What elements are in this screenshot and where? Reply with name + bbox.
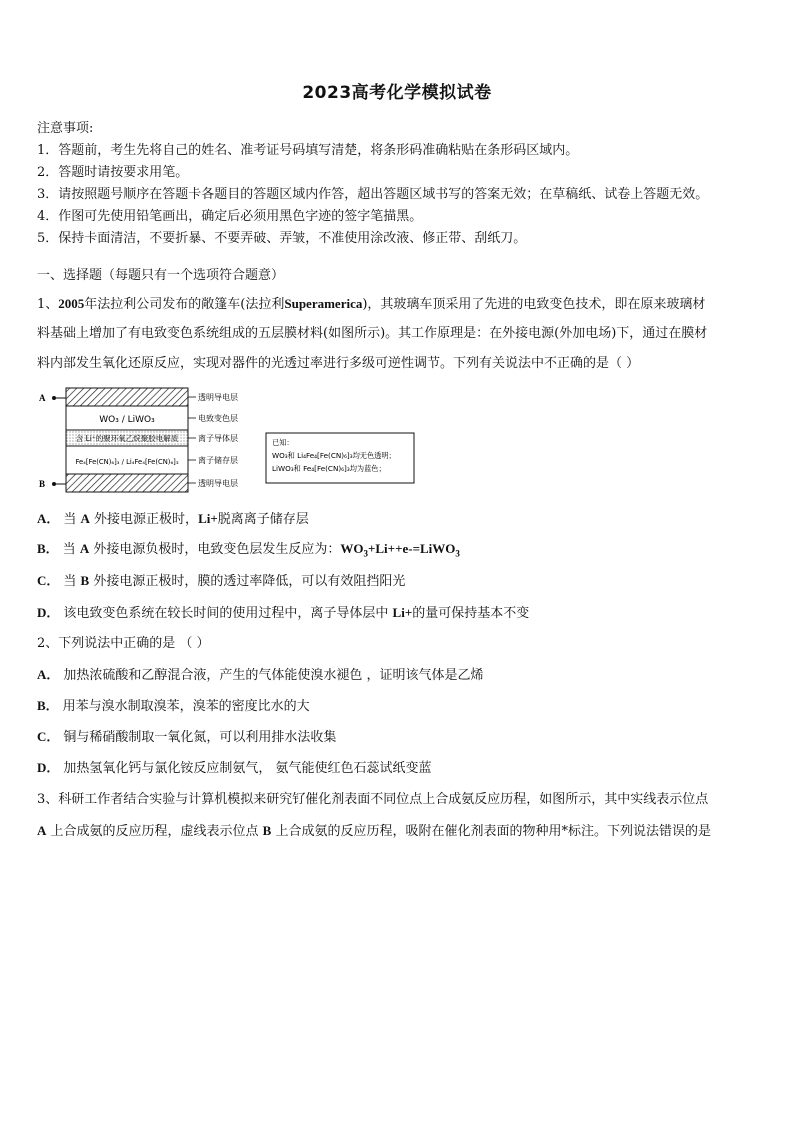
note-line: 已知： — [272, 438, 294, 447]
option-text: 加热氢氧化钙与氯化铵反应制氨气， 氨气能使红色石蕊试纸变蓝 — [63, 761, 432, 776]
electrochromic-layer-diagram — [36, 386, 426, 498]
q3-text: 上合成氨的反应历程，吸附在催化剂表面的物种用*标注。下列说法错误的是 — [271, 824, 711, 839]
option-text: 外接电源正极时，膜的透过率降低，可以有效阻挡阳光 — [89, 574, 406, 589]
notice-item: 5．保持卡面清洁，不要折暴、不要弄破、弄皱，不准使用涂改液、修正带、刮纸刀。 — [37, 231, 527, 246]
q2-option-c — [37, 729, 336, 746]
q2-option-b — [37, 698, 310, 715]
electrochromic-layer-text: WO₃ / LiWO₃ — [99, 415, 155, 425]
site-label: A — [37, 823, 47, 838]
layer-label: 离子导体层 — [198, 434, 238, 443]
option-term: Li+ — [198, 511, 218, 526]
option-term: A — [79, 541, 90, 556]
formula: WO — [340, 541, 364, 556]
option-term: Li+ — [392, 605, 413, 620]
q1-stem-line2: 料基础上增加了有电致变色系统组成的五层膜材料(如图所示)。其工作原理是：在外接电源(外加电场)下，通过在膜材 — [37, 326, 708, 341]
notice-item: 1．答题前，考生先将自己的姓名、准考证号码填写清楚，将条形码准确粘贴在条形码区域内。 — [37, 143, 579, 158]
page-title: 2023高考化学模拟试卷 — [302, 83, 492, 103]
q2-option-a — [37, 667, 484, 684]
q1-text: 年法拉利公司发布的敞篷车(法拉利 — [84, 297, 285, 312]
formula: +Li++e-=LiWO — [367, 541, 456, 556]
option-label: B． — [37, 698, 59, 713]
transparent-conductive-layer-bottom — [66, 474, 188, 492]
option-text: 当 — [63, 512, 81, 527]
q1-number: 1、 — [37, 297, 59, 312]
q1-stem-line1 — [37, 296, 705, 313]
option-text: 加热浓硫酸和乙醇混合液，产生的气体能使溴水褪色 ，证明该气体是乙烯 — [63, 668, 484, 683]
section-heading: 一、选择题（每题只有一个选项符合题意） — [37, 268, 285, 283]
q3-stem-line2 — [37, 823, 711, 840]
option-text: 铜与稀硝酸制取一氧化氮，可以利用排水法收集 — [63, 730, 337, 745]
note-line: WO₃和 Li₄Fe₄[Fe(CN)₆]₃均无色透明； — [272, 451, 396, 460]
q3-text: 上合成氨的反应历程，虚线表示位点 — [46, 824, 263, 839]
q1-option-a — [37, 511, 309, 528]
option-text: 脱离离子储存层 — [217, 512, 309, 527]
option-label: D． — [37, 760, 60, 775]
terminal-a-label: A — [39, 393, 46, 403]
q1-year: 2005 — [58, 296, 85, 311]
site-label: B — [262, 823, 272, 838]
note-line: LiWO₃和 Fe₄[Fe(CN)₆]₃均为蓝色； — [272, 464, 386, 473]
option-label: D． — [37, 605, 60, 620]
option-label: A． — [37, 511, 60, 526]
layer-label: 透明导电层 — [198, 479, 238, 488]
layer-label: 离子储存层 — [198, 456, 238, 465]
ion-storage-layer-text: Fe₄[Fe(CN)₆]₃ / Li₄Fe₄[Fe(CN)₆]₃ — [75, 458, 179, 466]
option-text: 该电致变色系统在较长时间的使用过程中，离子导体层中 — [63, 606, 393, 621]
q1-stem-line3: 料内部发生氧化还原反应，实现对器件的光透过率进行多级可逆性调节。下列有关说法中不正确的是（ ） — [37, 356, 640, 371]
formula-subscript: 3 — [455, 548, 460, 559]
ion-conductor-layer-text: 含 Li⁺的聚环氧乙烷聚胶电解质 — [75, 434, 179, 443]
option-text: 用苯与溴水制取溴苯，溴苯的密度比水的大 — [62, 699, 310, 714]
option-label: C． — [37, 573, 60, 588]
q1-option-d — [37, 605, 529, 622]
q2-stem: 2、下列说法中正确的是 （ ） — [37, 636, 210, 651]
notice-item: 2．答题时请按要求用笔。 — [37, 165, 189, 180]
option-label: B． — [37, 541, 59, 556]
notice-heading: 注意事项: — [37, 121, 94, 136]
transparent-conductive-layer-top — [66, 388, 188, 406]
terminal-b-label: B — [39, 479, 46, 489]
option-text: 当 — [63, 574, 81, 589]
q1-brand: Superamerica — [284, 296, 363, 311]
layer-label: 电致变色层 — [198, 414, 238, 423]
option-text: 当 — [62, 542, 80, 557]
option-term: B — [80, 573, 90, 588]
option-label: C． — [37, 729, 60, 744]
notice-item: 3．请按照题号顺序在答题卡各题目的答题区域内作答，超出答题区域书写的答案无效；在草稿纸、试卷上答题无效。 — [37, 187, 709, 202]
q2-option-d — [37, 760, 432, 777]
layer-label: 透明导电层 — [198, 393, 238, 402]
q1-option-c — [37, 573, 405, 590]
formula-subscript: 3 — [363, 548, 368, 559]
option-text: 外接电源正极时， — [89, 512, 199, 527]
notice-item: 4．作图可先使用铅笔画出，确定后必须用黑色字迹的签字笔描黑。 — [37, 209, 423, 224]
option-text: 外接电源负极时，电致变色层发生反应为： — [89, 542, 341, 557]
q1-option-b — [37, 541, 460, 562]
option-text: 的量可保持基本不变 — [412, 606, 530, 621]
q1-text: )，其玻璃车顶采用了先进的电致变色技术，即在原来玻璃材 — [362, 297, 706, 312]
option-label: A． — [37, 667, 60, 682]
option-term: A — [80, 511, 90, 526]
q3-stem-line1: 3、科研工作者结合实验与计算机模拟来研究钌催化剂表面不同位点上合成氨反应历程，如图所示，其中实线表示位点 — [37, 792, 709, 807]
